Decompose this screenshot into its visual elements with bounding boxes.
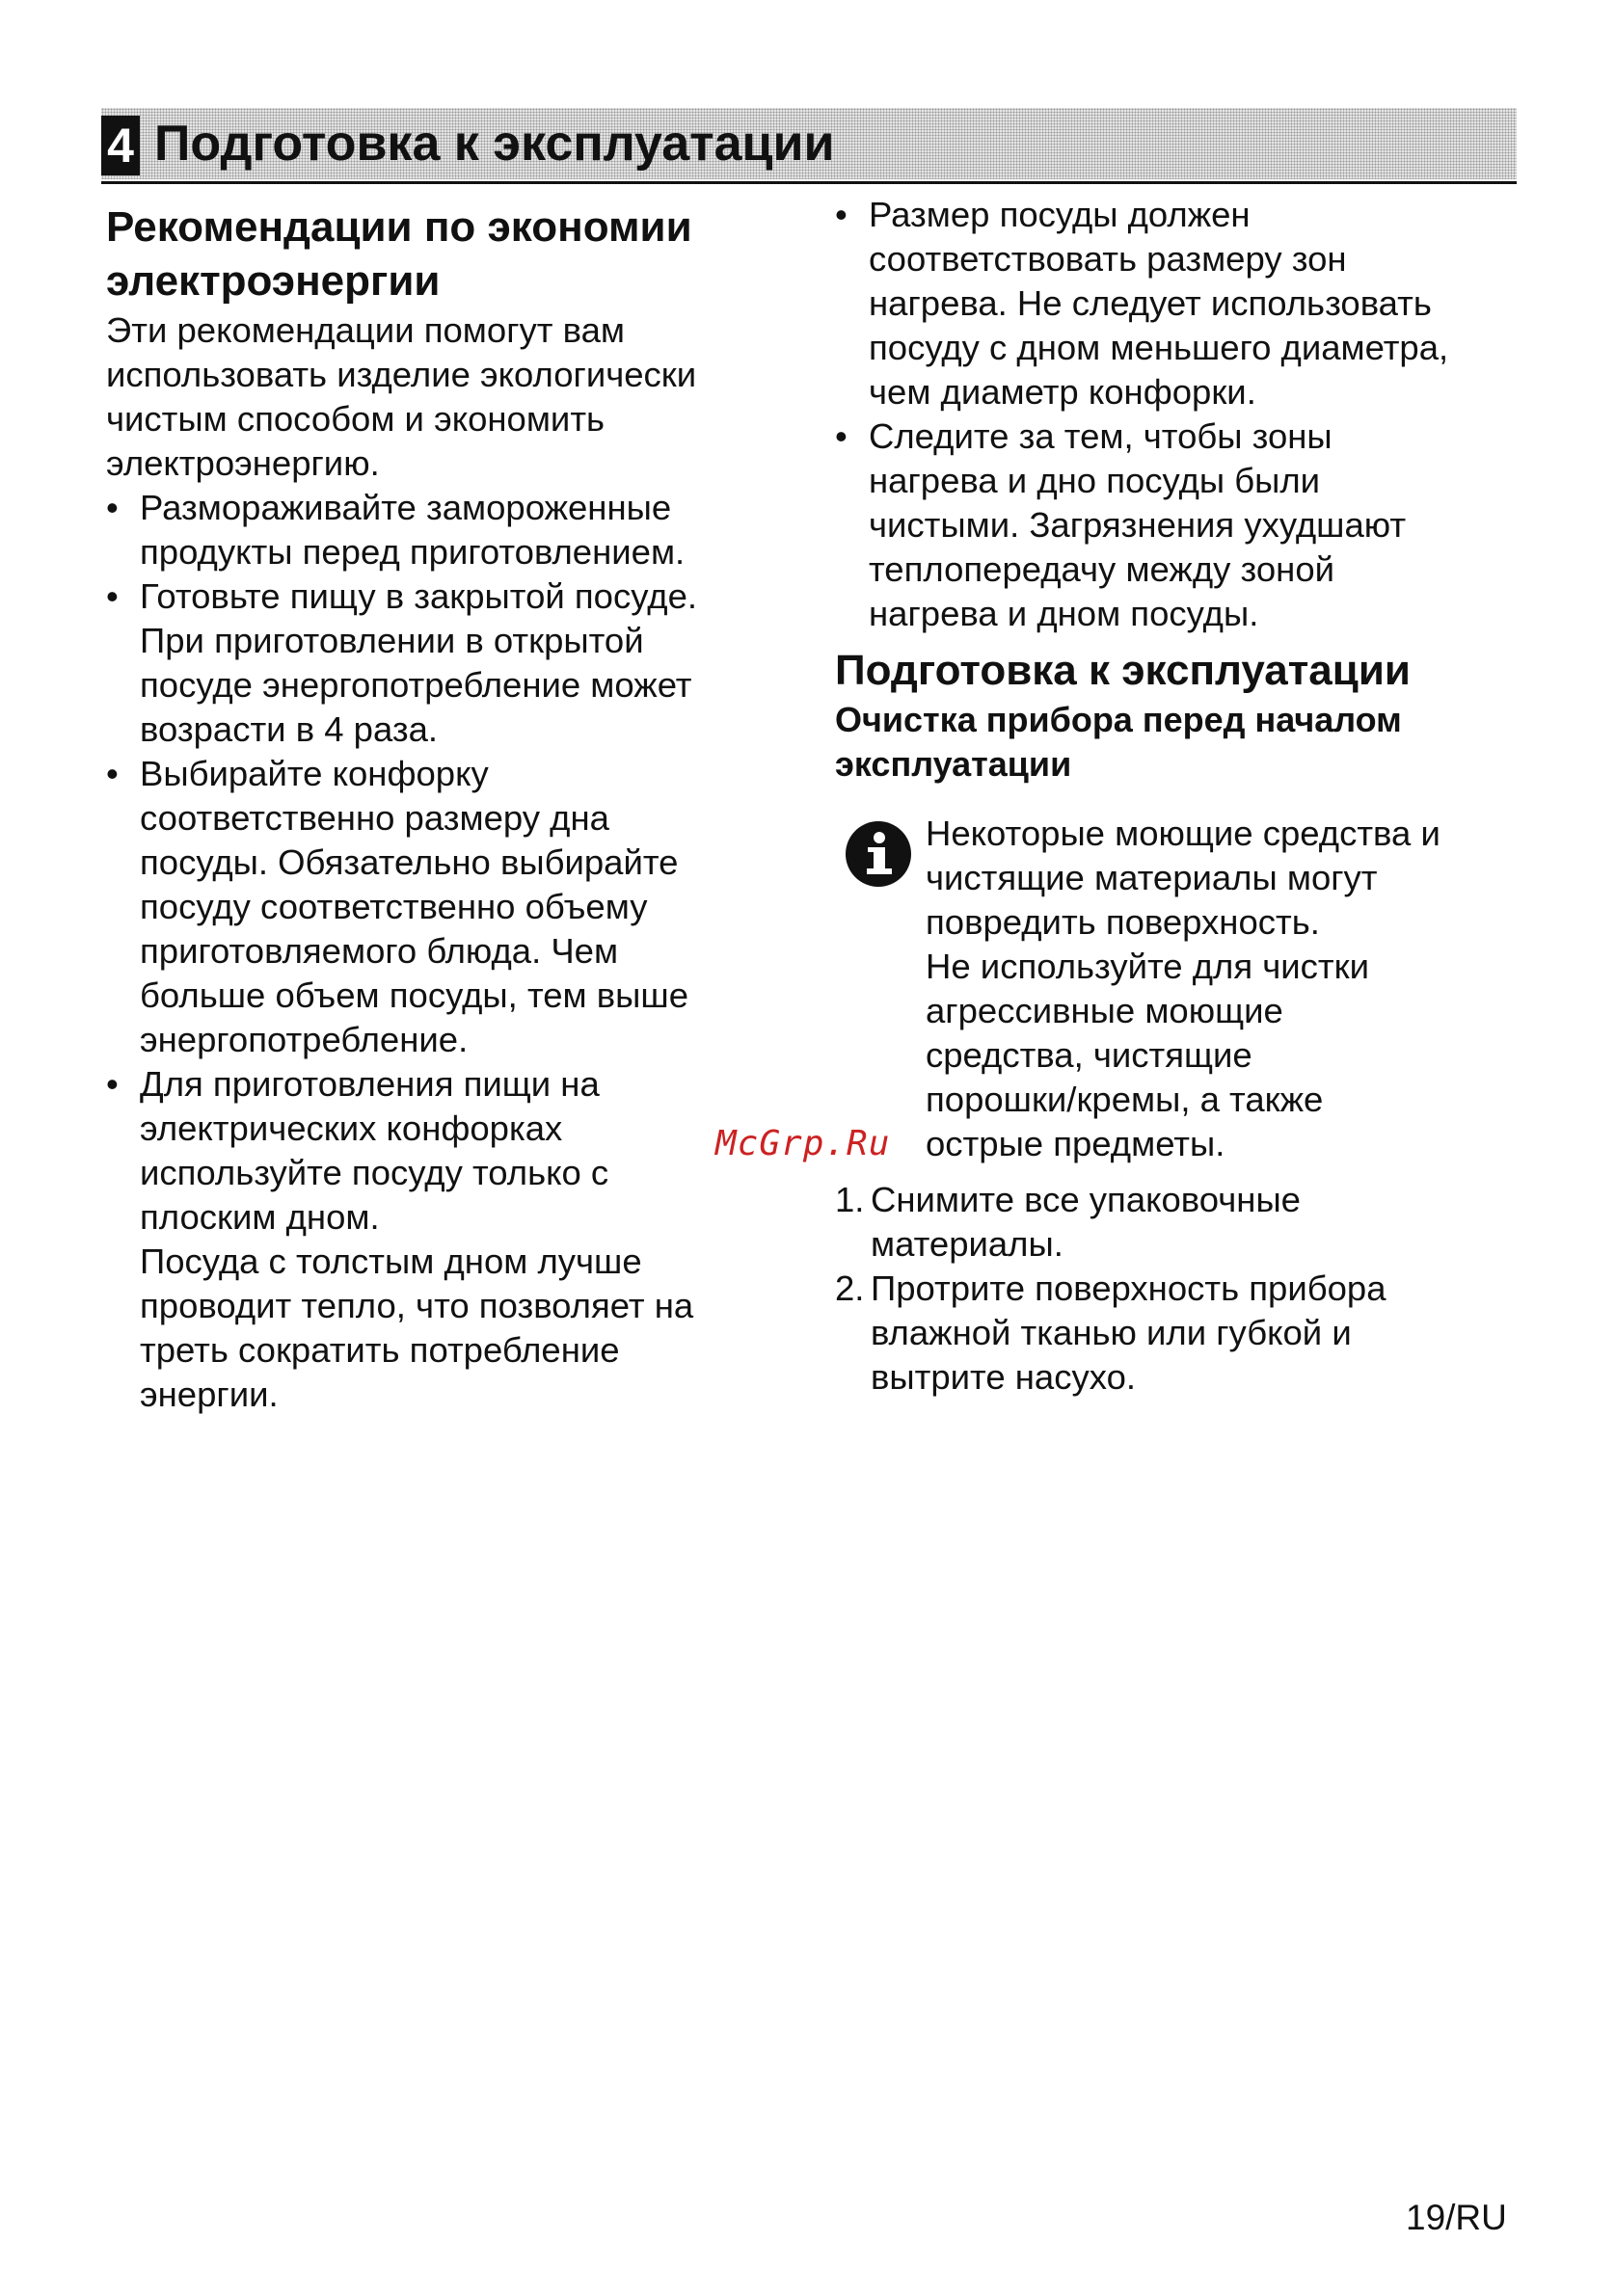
left-column: [106, 200, 771, 1417]
chapter-title: Подготовка к эксплуатации: [154, 116, 835, 172]
list-item-line: энергии.: [140, 1375, 279, 1414]
list-item-line: чистыми. Загрязнения ухудшают: [869, 505, 1407, 545]
list-item-line: вытрите насухо.: [871, 1357, 1137, 1397]
list-item-line: Размер посуды должен: [869, 195, 1251, 234]
energy-saving-heading-line1: Рекомендации по экономии: [106, 203, 692, 251]
chapter-number: 4: [101, 116, 140, 175]
list-item-line: Снимите все упаковочные: [871, 1180, 1301, 1219]
list-item-line: проводит тепло, что позволяет на: [140, 1286, 694, 1325]
list-item: [835, 193, 1539, 414]
list-item-line: энергопотребление.: [140, 1020, 469, 1059]
page-number: 19/RU: [1406, 2198, 1507, 2237]
list-item-line: нагрева и дно посуды были: [869, 461, 1321, 500]
list-item-line: нагрева и дном посуды.: [869, 594, 1259, 633]
list-item-line: соответственно размеру дна: [140, 798, 609, 838]
list-item: [835, 1178, 1539, 1267]
list-item-line: соответствовать размеру зон: [869, 239, 1347, 279]
list-item-line: продукты перед приготовлением.: [140, 532, 686, 572]
list-item: [106, 574, 771, 752]
list-item-line: посуду с дном меньшего диаметра,: [869, 328, 1449, 367]
list-item-line: Выбирайте конфорку: [140, 754, 489, 793]
list-item-line: треть сократить потребление: [140, 1330, 620, 1370]
list-item-line: Для приготовления пищи на: [140, 1064, 600, 1104]
note-line: Не используйте для чистки: [926, 947, 1369, 986]
list-item-line: посуду соответственно объему: [140, 887, 648, 926]
energy-saving-heading-line2: электроэнергии: [106, 257, 441, 305]
cleaning-steps-list: [835, 1178, 1539, 1400]
list-item: [106, 486, 771, 574]
preparation-heading: Подготовка к эксплуатации: [835, 647, 1411, 694]
note-line: повредить поверхность.: [926, 902, 1320, 942]
note-line: средства, чистящие: [926, 1035, 1252, 1075]
list-item-line: чем диаметр конфорки.: [869, 372, 1256, 412]
cookware-tips-list: [835, 193, 1539, 636]
list-item-line: Готовьте пищу в закрытой посуде.: [140, 576, 698, 616]
energy-saving-heading: [106, 200, 771, 308]
list-item-line: электрических конфорках: [140, 1108, 563, 1148]
intro-line: чистым способом и экономить: [106, 399, 606, 439]
list-item-line: теплопередачу между зоной: [869, 549, 1335, 589]
list-item: [106, 1062, 771, 1417]
note-line: агрессивные моющие: [926, 991, 1283, 1030]
right-column: [835, 193, 1539, 1400]
cleaning-subheading-line1: Очистка прибора перед началом: [835, 700, 1402, 739]
list-item-line: плоским дном.: [140, 1197, 380, 1237]
list-item-line: посуды. Обязательно выбирайте: [140, 842, 679, 882]
note-line: Некоторые моющие средства и: [926, 814, 1440, 853]
list-item-line: влажной тканью или губкой и: [871, 1313, 1352, 1352]
intro-paragraph: [106, 308, 771, 486]
list-item-line: Следите за тем, чтобы зоны: [869, 416, 1332, 456]
list-item: [835, 1267, 1539, 1400]
cleaning-subheading-line2: эксплуатации: [835, 744, 1072, 784]
cleaning-subheading: [835, 698, 1539, 787]
note-line: острые предметы.: [926, 1124, 1225, 1163]
list-item-line: Размораживайте замороженные: [140, 488, 672, 527]
list-item-line: нагрева. Не следует использовать: [869, 283, 1432, 323]
list-item: [106, 752, 771, 1062]
list-item-line: возрасти в 4 раза.: [140, 709, 439, 749]
step-number: 2.: [835, 1268, 865, 1308]
note-line: порошки/кремы, а также: [926, 1080, 1324, 1119]
note-line: чистящие материалы могут: [926, 858, 1378, 897]
list-item-line: больше объем посуды, тем выше: [140, 975, 688, 1015]
energy-tips-list: [106, 486, 771, 1417]
header-rule: [101, 181, 1517, 184]
list-item-line: Посуда с толстым дном лучше: [140, 1241, 642, 1281]
list-item-line: используйте посуду только с: [140, 1153, 609, 1192]
step-number: 1.: [835, 1180, 865, 1219]
intro-line: использовать изделие экологически: [106, 355, 697, 394]
list-item-line: посуде энергопотребление может: [140, 665, 692, 705]
info-icon: [846, 821, 911, 887]
list-item-line: приготовляемого блюда. Чем: [140, 931, 619, 971]
list-item: [835, 414, 1539, 636]
list-item-line: При приготовлении в открытой: [140, 621, 644, 660]
list-item-line: Протрите поверхность прибора: [871, 1268, 1386, 1308]
info-note: [835, 812, 1539, 1166]
intro-line: Эти рекомендации помогут вам: [106, 310, 625, 350]
list-item-line: материалы.: [871, 1224, 1063, 1264]
intro-line: электроэнергию.: [106, 443, 380, 483]
watermark: McGrp.Ru: [715, 1124, 891, 1163]
